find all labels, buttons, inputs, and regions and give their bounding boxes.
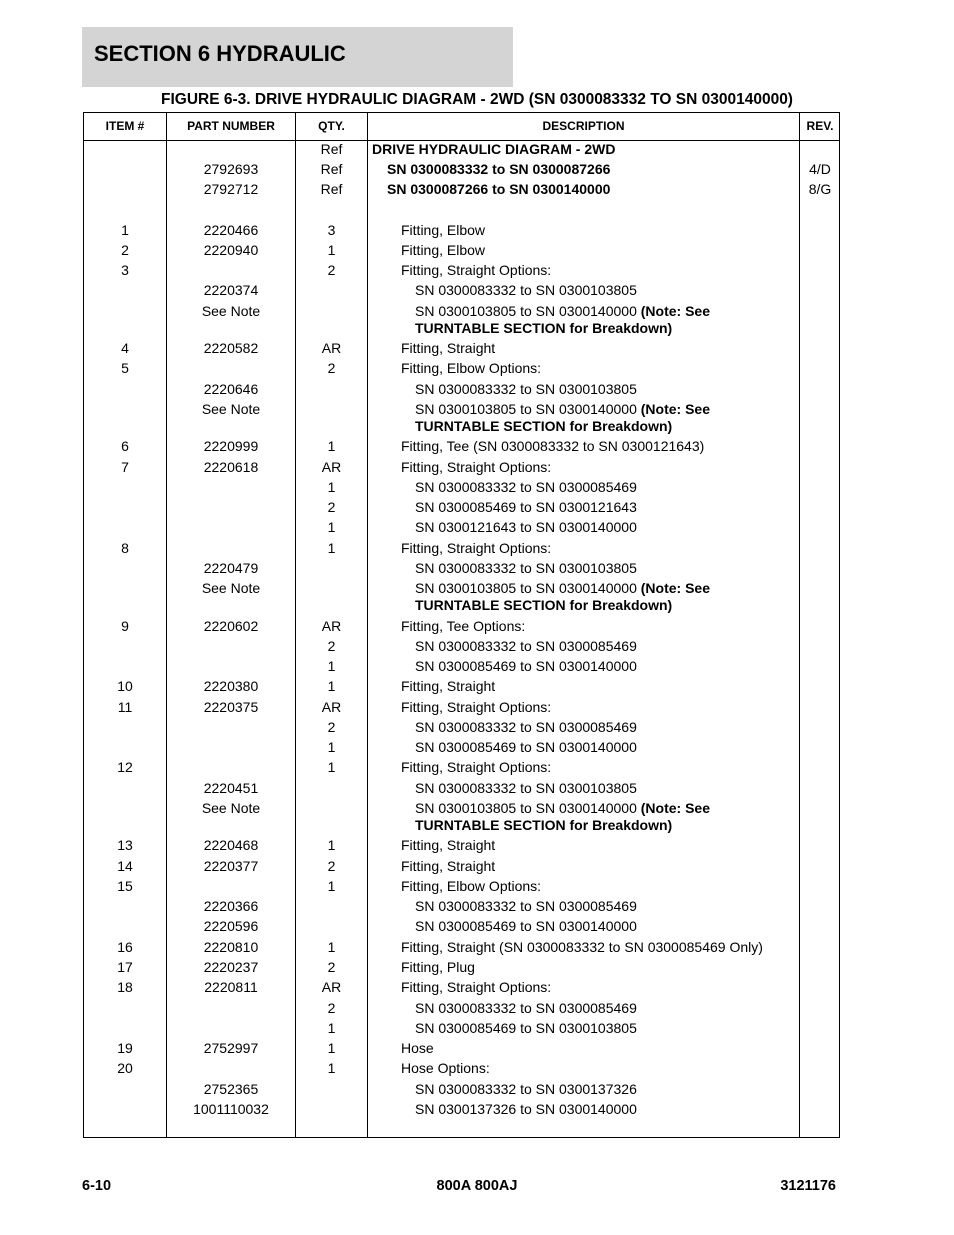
cell-description [415,658,637,675]
description-note-continued: TURNTABLE SECTION for Breakdown) [415,597,673,613]
description-text: Fitting, Straight Options: [401,699,552,715]
cell-description [415,719,637,736]
cell-description [415,479,637,496]
cell-description [401,242,485,259]
cell-description [415,303,710,320]
cell-description [372,141,615,158]
cell-item-number: 9 [121,618,129,634]
cell-part-number: 1001110032 [193,1101,269,1117]
cell-qty: 2 [327,1000,336,1016]
column-divider [799,113,800,1137]
header-rev: REV. [806,119,834,133]
cell-description [415,560,637,577]
cell-qty: 1 [327,739,336,755]
cell-description [415,1000,637,1017]
cell-description [415,519,637,536]
cell-item-number: 12 [117,759,133,775]
cell-description [401,438,704,455]
cell-item-number: 10 [117,678,133,694]
cell-description [387,161,610,178]
footer-page-number: 6-10 [82,1178,112,1194]
cell-description [401,360,541,377]
cell-description [401,222,485,239]
section-title: SECTION 6 HYDRAULIC [94,41,346,66]
cell-part-number: 2220374 [203,282,259,298]
description-note: (Note: See [640,580,710,596]
cell-description [401,1040,434,1057]
cell-qty: 2 [327,858,336,874]
description-text: SN 0300085469 to SN 0300121643 [415,499,637,515]
cell-item-number: 2 [121,242,129,258]
cell-part-number: 2220479 [203,560,259,576]
description-text: SN 0300103805 to SN 0300140000 [415,800,641,816]
cell-qty: AR [321,340,342,356]
description-text: SN 0300083332 to SN 0300085469 [415,479,637,495]
cell-item-number: 3 [121,262,129,278]
cell-item-number: 11 [117,699,133,715]
description-text: SN 0300137326 to SN 0300140000 [415,1101,637,1117]
cell-qty: Ref [320,181,343,197]
description-text: Fitting, Tee Options: [401,618,526,634]
description-text: SN 0300103805 to SN 0300140000 [415,303,641,319]
cell-description [415,918,637,935]
cell-qty: 2 [327,499,336,515]
cell-part-number: 2220366 [203,898,259,914]
cell-description [415,1081,637,1098]
cell-qty: 1 [327,438,336,454]
description-text: Fitting, Straight [401,678,496,694]
cell-item-number: 1 [121,222,129,238]
cell-part-number: 2220618 [203,459,259,475]
cell-description [401,878,541,895]
cell-qty: 1 [327,1020,336,1036]
cell-description [401,1060,490,1077]
description-text: Fitting, Elbow Options: [401,360,542,376]
cell-item-number: 5 [121,360,129,376]
cell-qty: 1 [327,878,336,894]
description-text: SN 0300085469 to SN 0300140000 [415,658,637,674]
cell-item-number: 19 [117,1040,133,1056]
cell-part-number: 2220237 [203,959,259,975]
cell-part-number: 2220377 [203,858,259,874]
cell-qty: Ref [320,161,343,177]
cell-part-number: 2220811 [204,979,258,995]
cell-qty: 1 [327,678,336,694]
description-text: Fitting, Elbow [401,242,486,258]
description-text: SN 0300121643 to SN 0300140000 [415,519,637,535]
cell-description [401,858,495,875]
description-text: SN 0300083332 to SN 0300103805 [415,282,637,298]
header-part-number: PART NUMBER [187,119,275,133]
description-text: Fitting, Straight [401,858,496,874]
column-divider [367,113,368,1137]
cell-qty: 1 [327,519,336,535]
cell-qty: 2 [327,959,336,975]
cell-item-number: 7 [121,459,129,475]
cell-description [401,959,475,976]
cell-description [401,618,525,635]
description-text: Fitting, Straight [401,340,496,356]
cell-description [415,381,637,398]
cell-part-number: 2220602 [203,618,259,634]
description-note: (Note: See [640,800,710,816]
cell-item-number: 13 [117,837,133,853]
cell-part-number: 2220999 [203,438,259,454]
figure-title: FIGURE 6-3. DRIVE HYDRAULIC DIAGRAM - 2WD (SN 0300083332 TO SN 0300140000) [161,91,793,108]
description-text: SN 0300083332 to SN 0300085469 [415,719,637,735]
cell-part-number: 2220596 [203,918,259,934]
description-text: SN 0300087266 to SN 0300140000 [387,181,611,197]
description-text: SN 0300083332 to SN 0300137326 [415,1081,637,1097]
description-text: Fitting, Straight [401,837,496,853]
cell-description [415,898,637,915]
header-item: ITEM # [105,119,145,133]
description-text: SN 0300083332 to SN 0300103805 [415,780,637,796]
cell-description [415,580,710,597]
cell-description [401,678,495,695]
cell-description [401,979,551,996]
cell-description [387,181,610,198]
cell-qty: 2 [327,719,336,735]
cell-part-number: 2220375 [203,699,259,715]
cell-part-number: 2220810 [203,939,259,955]
cell-description [415,1101,637,1118]
cell-qty: Ref [320,141,343,157]
footer-model: 800A 800AJ [436,1178,518,1194]
cell-part-number: See Note [201,800,261,816]
cell-qty: AR [321,459,342,475]
description-text: SN 0300085469 to SN 0300103805 [415,1020,637,1036]
description-text: SN 0300085469 to SN 0300140000 [415,918,637,934]
description-text: SN 0300083332 to SN 0300087266 [387,161,611,177]
description-note-continued: TURNTABLE SECTION for Breakdown) [415,320,673,336]
cell-part-number: 2220380 [203,678,259,694]
cell-part-number: 2220466 [203,222,259,238]
description-text: SN 0300103805 to SN 0300140000 [415,401,641,417]
cell-qty: AR [321,979,342,995]
cell-qty: AR [321,618,342,634]
description-note: (Note: See [640,303,710,319]
description-text: SN 0300083332 to SN 0300085469 [415,638,637,654]
cell-description [415,739,637,756]
cell-qty: 2 [327,262,336,278]
cell-part-number: See Note [201,580,261,596]
description-text: SN 0300083332 to SN 0300103805 [415,381,637,397]
cell-item-number: 6 [121,438,129,454]
description-text: Fitting, Tee (SN 0300083332 to SN 0300121643) [401,438,705,454]
cell-description [415,800,710,817]
cell-rev: 4/D [809,161,831,177]
cell-description [415,401,710,418]
cell-description [415,780,637,797]
description-note: (Note: See [640,401,710,417]
cell-description [415,1020,637,1037]
cell-description [415,499,637,516]
cell-description [401,540,551,557]
description-text: SN 0300083332 to SN 0300085469 [415,898,637,914]
cell-qty: 2 [327,360,336,376]
cell-qty: 3 [327,222,336,238]
cell-description [401,699,551,716]
header-qty: QTY. [318,119,345,133]
header-description: DESCRIPTION [542,119,625,133]
cell-rev: 8/G [808,181,832,197]
description-text: Fitting, Straight Options: [401,540,552,556]
cell-qty: 1 [327,1040,336,1056]
cell-description [415,638,637,655]
cell-qty: 1 [327,759,336,775]
description-text: Fitting, Straight Options: [401,979,552,995]
cell-item-number: 14 [117,858,133,874]
cell-description [401,837,495,854]
cell-qty: 1 [327,837,336,853]
description-text: Fitting, Straight Options: [401,459,552,475]
description-note-continued: TURNTABLE SECTION for Breakdown) [415,817,673,833]
cell-part-number: See Note [201,401,261,417]
description-text: Fitting, Elbow [401,222,486,238]
cell-item-number: 8 [121,540,129,556]
cell-part-number: 2220468 [203,837,259,853]
description-text: SN 0300083332 to SN 0300103805 [415,560,637,576]
cell-description [401,459,551,476]
cell-item-number: 16 [117,939,133,955]
cell-part-number: 2792712 [203,181,259,197]
cell-description [401,759,551,776]
description-text: SN 0300083332 to SN 0300085469 [415,1000,637,1016]
description-note-continued: TURNTABLE SECTION for Breakdown) [415,418,673,434]
description-text: Fitting, Straight Options: [401,759,552,775]
cell-qty: 1 [327,242,336,258]
cell-part-number: 2752997 [203,1040,259,1056]
cell-item-number: 18 [117,979,133,995]
cell-description [401,340,495,357]
description-text: Fitting, Straight Options: [401,262,552,278]
cell-description [401,262,551,279]
cell-part-number: 2220940 [203,242,259,258]
description-text: SN 0300103805 to SN 0300140000 [415,580,641,596]
parts-table [83,112,840,1138]
cell-part-number: 2220646 [203,381,259,397]
footer-doc-number: 3121176 [780,1178,836,1194]
cell-description [415,282,637,299]
cell-part-number: 2220451 [203,780,259,796]
cell-description [401,939,763,956]
cell-qty: 1 [327,540,336,556]
cell-part-number: See Note [201,303,261,319]
cell-part-number: 2220582 [203,340,259,356]
cell-item-number: 15 [117,878,133,894]
description-text: Fitting, Straight (SN 0300083332 to SN 0300085469 Only) [401,939,763,955]
cell-qty: 1 [327,939,336,955]
description-text: Fitting, Plug [401,959,475,975]
description-text: Hose Options: [401,1060,490,1076]
cell-qty: 2 [327,638,336,654]
cell-item-number: 20 [117,1060,133,1076]
cell-part-number: 2752365 [203,1081,259,1097]
description-text: SN 0300085469 to SN 0300140000 [415,739,637,755]
cell-qty: 1 [327,479,336,495]
cell-qty: 1 [327,1060,336,1076]
description-text: DRIVE HYDRAULIC DIAGRAM - 2WD [372,141,616,157]
cell-item-number: 4 [121,340,129,356]
description-text: Hose [401,1040,434,1056]
cell-qty: AR [321,699,342,715]
cell-qty: 1 [327,658,336,674]
description-text: Fitting, Elbow Options: [401,878,542,894]
cell-item-number: 17 [117,959,133,975]
cell-part-number: 2792693 [203,161,259,177]
